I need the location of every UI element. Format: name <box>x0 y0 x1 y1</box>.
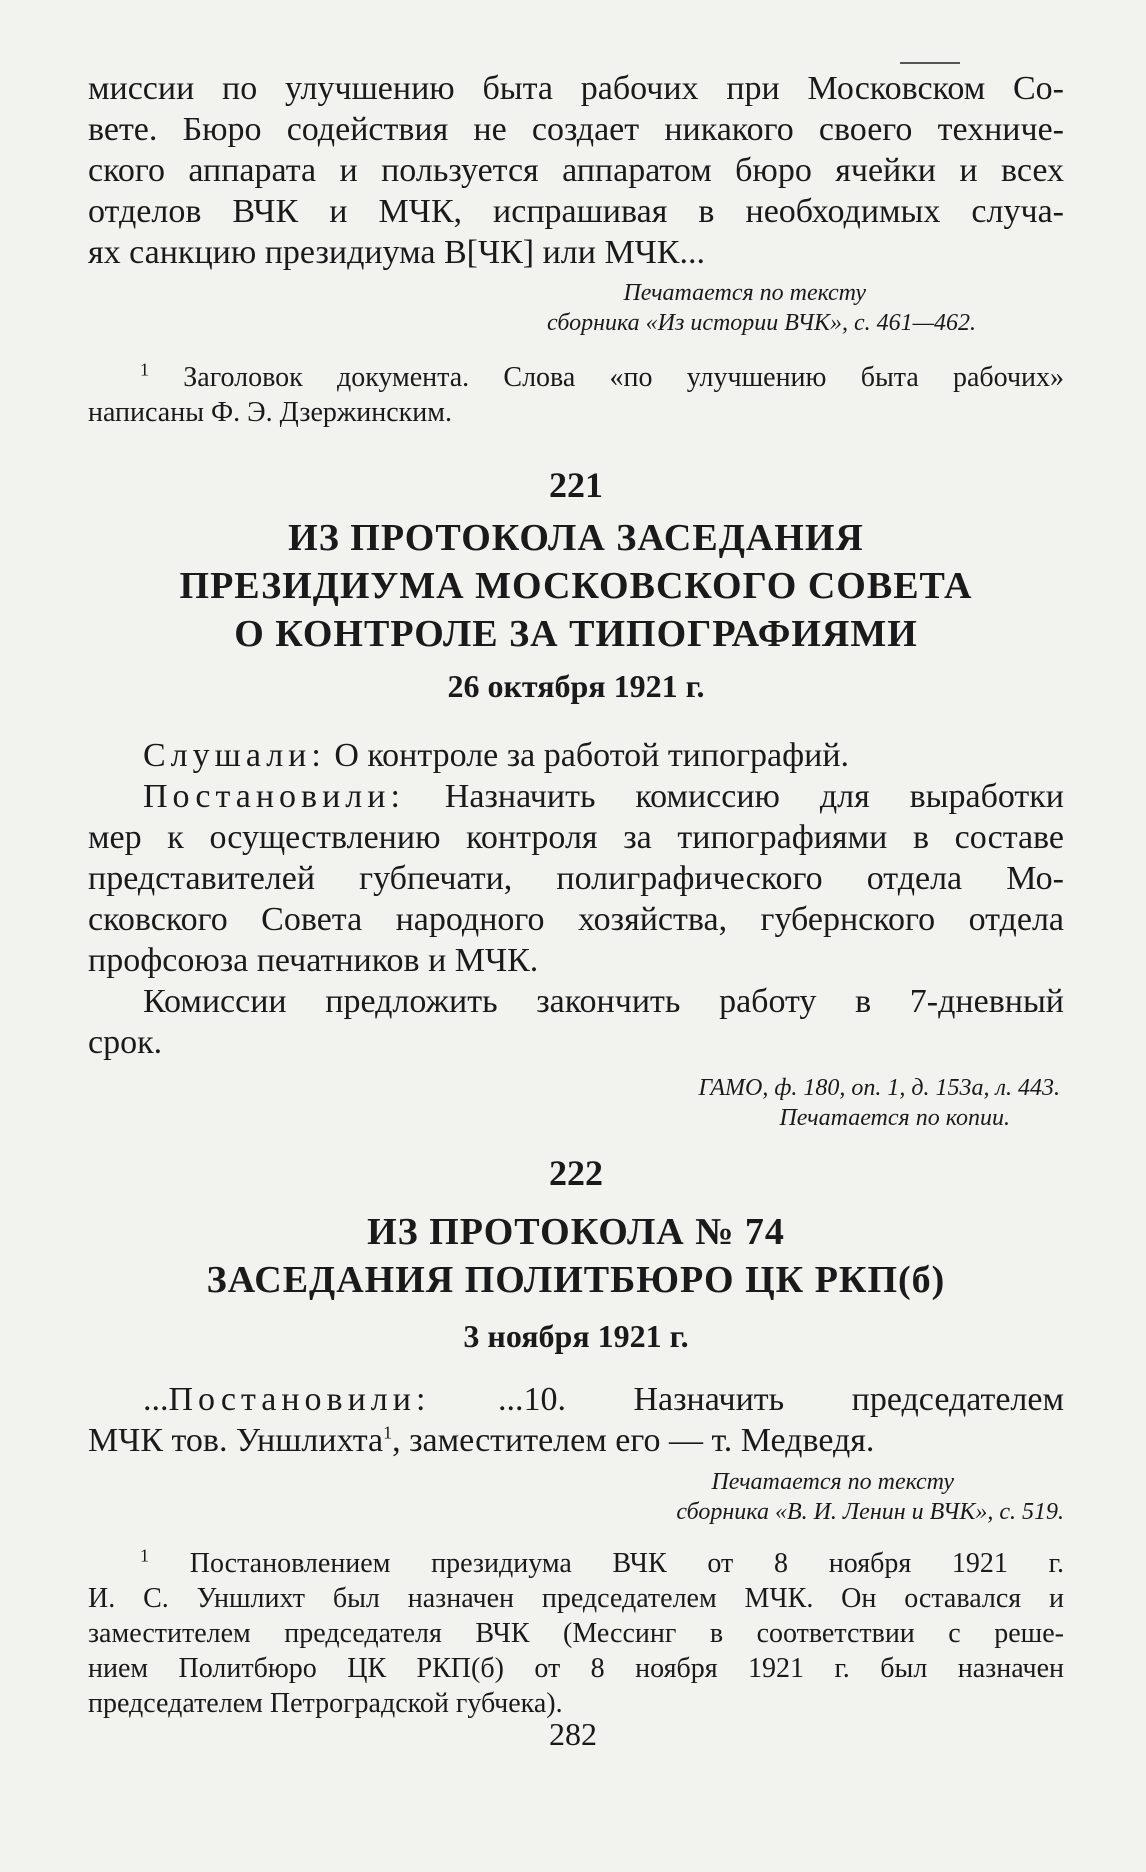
resolved-label: Постановили: <box>168 1381 431 1418</box>
source-line: сборника «Из истории ВЧК», с. 461—462. <box>547 310 976 336</box>
protocol-body <box>88 735 1064 1063</box>
source-note-1 <box>88 278 976 338</box>
text-line: сковского Совета народного хозяйства, губернского отдела <box>88 901 1064 938</box>
footnote-line: написаны Ф. Э. Дзержинским. <box>88 397 452 428</box>
footnote-marker: 1 <box>383 1422 393 1443</box>
heard-label: Слушали: <box>143 737 326 774</box>
source-line: сборника «В. И. Ленин и ВЧК», с. 519. <box>676 1499 1064 1525</box>
source-line: Печатается по тексту <box>711 1469 954 1495</box>
document-number: 221 <box>549 465 603 505</box>
source-line: Печатается по копии. <box>779 1105 1010 1131</box>
source-note-221 <box>88 1073 1064 1133</box>
top-rule <box>900 62 960 64</box>
resolved-paragraph <box>88 776 1064 981</box>
footnote-text <box>88 1546 1064 1721</box>
document-title <box>88 1208 1064 1304</box>
source-line: Печатается по тексту <box>623 280 866 306</box>
footnote-line: Заголовок документа. Слова «по улучшению быта рабочих» <box>183 362 1065 393</box>
title-line: О КОНТРОЛЕ ЗА ТИПОГРАФИЯМИ <box>234 613 918 655</box>
title-line: ЗАСЕДАНИЯ ПОЛИТБЮРО ЦК РКП(б) <box>206 1259 946 1301</box>
text-line: ского аппарата и пользуется аппаратом бюро ячейки и всех <box>88 152 1064 189</box>
resolved-paragraph <box>88 1379 1064 1461</box>
document-222 <box>88 1152 1064 1527</box>
resolved-text: Назначить комиссию для выработки <box>444 778 1065 815</box>
document-number: 222 <box>549 1153 603 1193</box>
footnote-line: Постановлением президиума ВЧК от 8 ноября 1921 г. <box>189 1548 1064 1579</box>
text-line: срок. <box>88 1024 163 1061</box>
source-line: ГАМО, ф. 180, оп. 1, д. 153а, л. 443. <box>698 1075 1060 1101</box>
footnote-2 <box>88 1546 1064 1721</box>
text-line: Комиссии предложить закончить работу в 7-дневный <box>143 983 1064 1020</box>
source-note-222 <box>88 1467 1064 1527</box>
ellipsis: ... <box>143 1381 169 1418</box>
footnote-line: И. С. Уншлихт был назначен председателем МЧК. Он оставался и <box>88 1583 1064 1614</box>
top-paragraph <box>88 68 1064 273</box>
title-line: ИЗ ПРОТОКОЛА ЗАСЕДАНИЯ <box>288 517 864 559</box>
footnote-1 <box>88 360 1064 430</box>
page-number: 282 <box>549 1716 597 1752</box>
heard-text: О контроле за работой типографий. <box>334 737 850 774</box>
text-line: , заместителем его — т. Медведя. <box>392 1422 875 1459</box>
footnote-text <box>88 360 1064 430</box>
title-line: ПРЕЗИДИУМА МОСКОВСКОГО СОВЕТА <box>179 565 973 607</box>
commission-paragraph <box>88 981 1064 1063</box>
document-date: 3 ноября 1921 г. <box>463 1318 689 1354</box>
text-line: ях санкцию президиума В[ЧК] или МЧК... <box>88 234 705 271</box>
heard-paragraph <box>88 735 1064 776</box>
text-line: мер к осуществлению контроля за типографиями в составе <box>88 819 1064 856</box>
document-221 <box>88 464 1064 1133</box>
footnote-line: нием Политбюро ЦК РКП(б) от 8 ноября 1921 г. был назначен <box>88 1653 1064 1684</box>
top-paragraph-text <box>88 68 1064 273</box>
text-line: отделов ВЧК и МЧК, испрашивая в необходимых случа- <box>88 193 1064 230</box>
text-line: миссии по улучшению быта рабочих при Московском Со- <box>88 70 1064 107</box>
text-line: представителей губпечати, полиграфического отдела Мо- <box>88 860 1064 897</box>
footnote-line: заместителем председателя ВЧК (Мессинг в соответствии с реше- <box>88 1618 1064 1649</box>
footnote-line: председателем Петроградской губчека). <box>88 1688 563 1719</box>
title-line: ИЗ ПРОТОКОЛА № 74 <box>367 1211 785 1253</box>
document-title <box>88 514 1064 658</box>
text-line: профсоюза печатников и МЧК. <box>88 942 539 979</box>
resolved-text: ...10. Назначить председателем <box>497 1381 1064 1418</box>
document-date: 26 октября 1921 г. <box>447 668 705 704</box>
footnote-marker: 1 <box>140 1545 149 1566</box>
text-line: вете. Бюро содействия не создает никакого своего техниче- <box>88 111 1064 148</box>
resolved-label: Постановили: <box>143 778 405 815</box>
text-line: МЧК тов. Уншлихта <box>88 1422 384 1459</box>
protocol-body <box>88 1379 1064 1461</box>
footnote-marker: 1 <box>140 359 149 380</box>
